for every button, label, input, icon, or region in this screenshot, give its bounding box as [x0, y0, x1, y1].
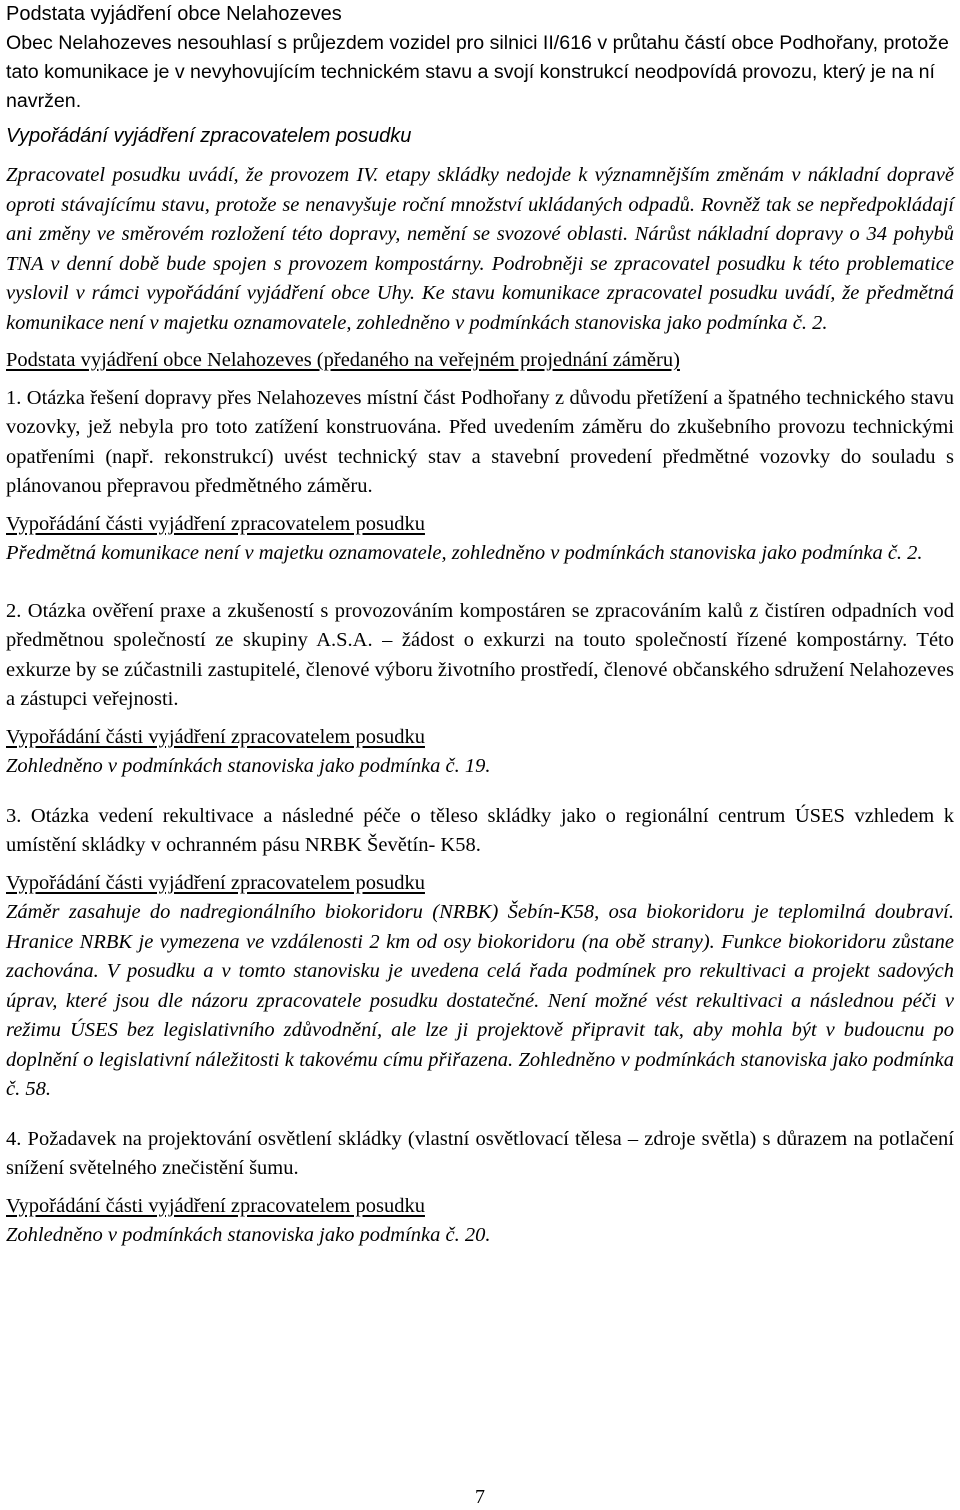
- item-4-response-heading: Vypořádání části vyjádření zpracovatelem posudku: [6, 1194, 425, 1217]
- page-number: 7: [475, 1486, 485, 1508]
- item-1-text: 1. Otázka řešení dopravy přes Nelahozeves místní část Podhořany z důvodu přetížení a špatného technického stavu vozovky, jež nebyla pro toto zatížení konstruována. Před uvedením záměru do zkušebního provozu technickými opatřeními (např. rekonstrukcí) uvést technický stav a stavební provedení předmětné vozovky do souladu s plánovanou přepravou předmětného záměru.: [6, 386, 954, 497]
- public-hearing-heading: Podstata vyjádření obce Nelahozeves (předaného na veřejném projednání záměru): [6, 349, 680, 371]
- item-3: [6, 802, 954, 1105]
- document-page: [6, 0, 954, 1251]
- item-2-response-heading: Vypořádání části vyjádření zpracovatelem posudku: [6, 725, 425, 748]
- intro-response-heading: Vypořádání vyjádření zpracovatelem posudku: [6, 125, 412, 147]
- item-1-response: Předmětná komunikace není v majetku oznamovatele, zohledněno v podmínkách stanoviska jako podmínka č. 2.: [6, 542, 923, 564]
- intro-text: Obec Nelahozeves nesouhlasí s průjezdem vozidel pro silnici II/616 v průtahu částí obce Podhořany, protože tato komunikace je v nevyhovujícím technickém stavu a svojí konstrukcí neodpovídá provozu, který je na ní navržen.: [6, 32, 949, 112]
- intro-heading: Podstata vyjádření obce Nelahozeves: [6, 3, 342, 25]
- item-3-text: 3. Otázka vedení rekultivace a následné péče o těleso skládky jako o regionální centrum ÚSES vzhledem k umístění skládky v ochranném pásu NRBK Ševětín- K58.: [6, 804, 954, 856]
- item-2-text: 2. Otázka ověření praxe a zkušeností s provozováním kompostáren se zpracováním kalů z čistíren odpadních vod předmětnou společností ze skupiny A.S.A. – žádost o exkurzi na touto společností řízené kompostárny. Této exkurze by se zúčastnili zastupitelé, členové výboru životního prostředí, členové občanského sdružení Nelahozeves a zástupci veřejnosti.: [6, 599, 954, 710]
- item-2-response: Zohledněno v podmínkách stanoviska jako podmínka č. 19.: [6, 755, 491, 777]
- item-3-response: Záměr zasahuje do nadregionálního biokoridoru (NRBK) Šebín-K58, osa biokoridoru je teplomilná doubraví. Hranice NRBK je vymezena ve vzdálenosti 2 km od osy biokoridoru (na obě strany). Funkce biokoridoru zůstane zachována. V posudku a v tomto stanovisku je uvedena celá řada podmínek pro rekultivaci a projekt sadových úprav, které jsou dle názoru zpracovatele posudku dostatečné. Není možné vést rekultivaci a následnou péči v režimu ÚSES bez legislativního zdůvodnění, ale lze ji projektově připravit tak, aby mohla být v budoucnu po doplnění o legislativní náležitosti k takovému címu přiřazena. Zohledněno v podmínkách stanoviska jako podmínka č. 58.: [6, 901, 954, 1100]
- section-intro: [6, 0, 954, 338]
- intro-response: Zpracovatel posudku uvádí, že provozem IV. etapy skládky nedojde k významnějším změnám v nákladní dopravě oproti stávajícímu stavu, protože se nenavyšuje roční množství ukládaných odpadů. Rovněž tak se nepředpokládají ani změny ve směrovém rozložení této dopravy, nemění se svozové oblasti. Nárůst nákladní dopravy o 34 pohybů TNA v denní době bude spojen s provozem kompostárny. Podrobněji se zpracovatel posudku k této problematice vyslovil v rámci vypořádání vyjádření obce Uhy. Ke stavu komunikace zpracovatel posudku uvádí, že předmětná komunikace není v majetku oznamovatele, zohledněno v podmínkách stanoviska jako podmínka č. 2.: [6, 164, 954, 334]
- item-4: [6, 1125, 954, 1251]
- item-1-response-heading: Vypořádání části vyjádření zpracovatelem posudku: [6, 512, 425, 535]
- item-4-text: 4. Požadavek na projektování osvětlení skládky (vlastní osvětlovací tělesa – zdroje světla) s důrazem na potlačení snížení světelného znečistění šumu.: [6, 1127, 954, 1179]
- item-4-response: Zohledněno v podmínkách stanoviska jako podmínka č. 20.: [6, 1224, 491, 1246]
- item-3-response-heading: Vypořádání části vyjádření zpracovatelem posudku: [6, 871, 425, 894]
- item-1: [6, 384, 954, 569]
- item-2: [6, 597, 954, 782]
